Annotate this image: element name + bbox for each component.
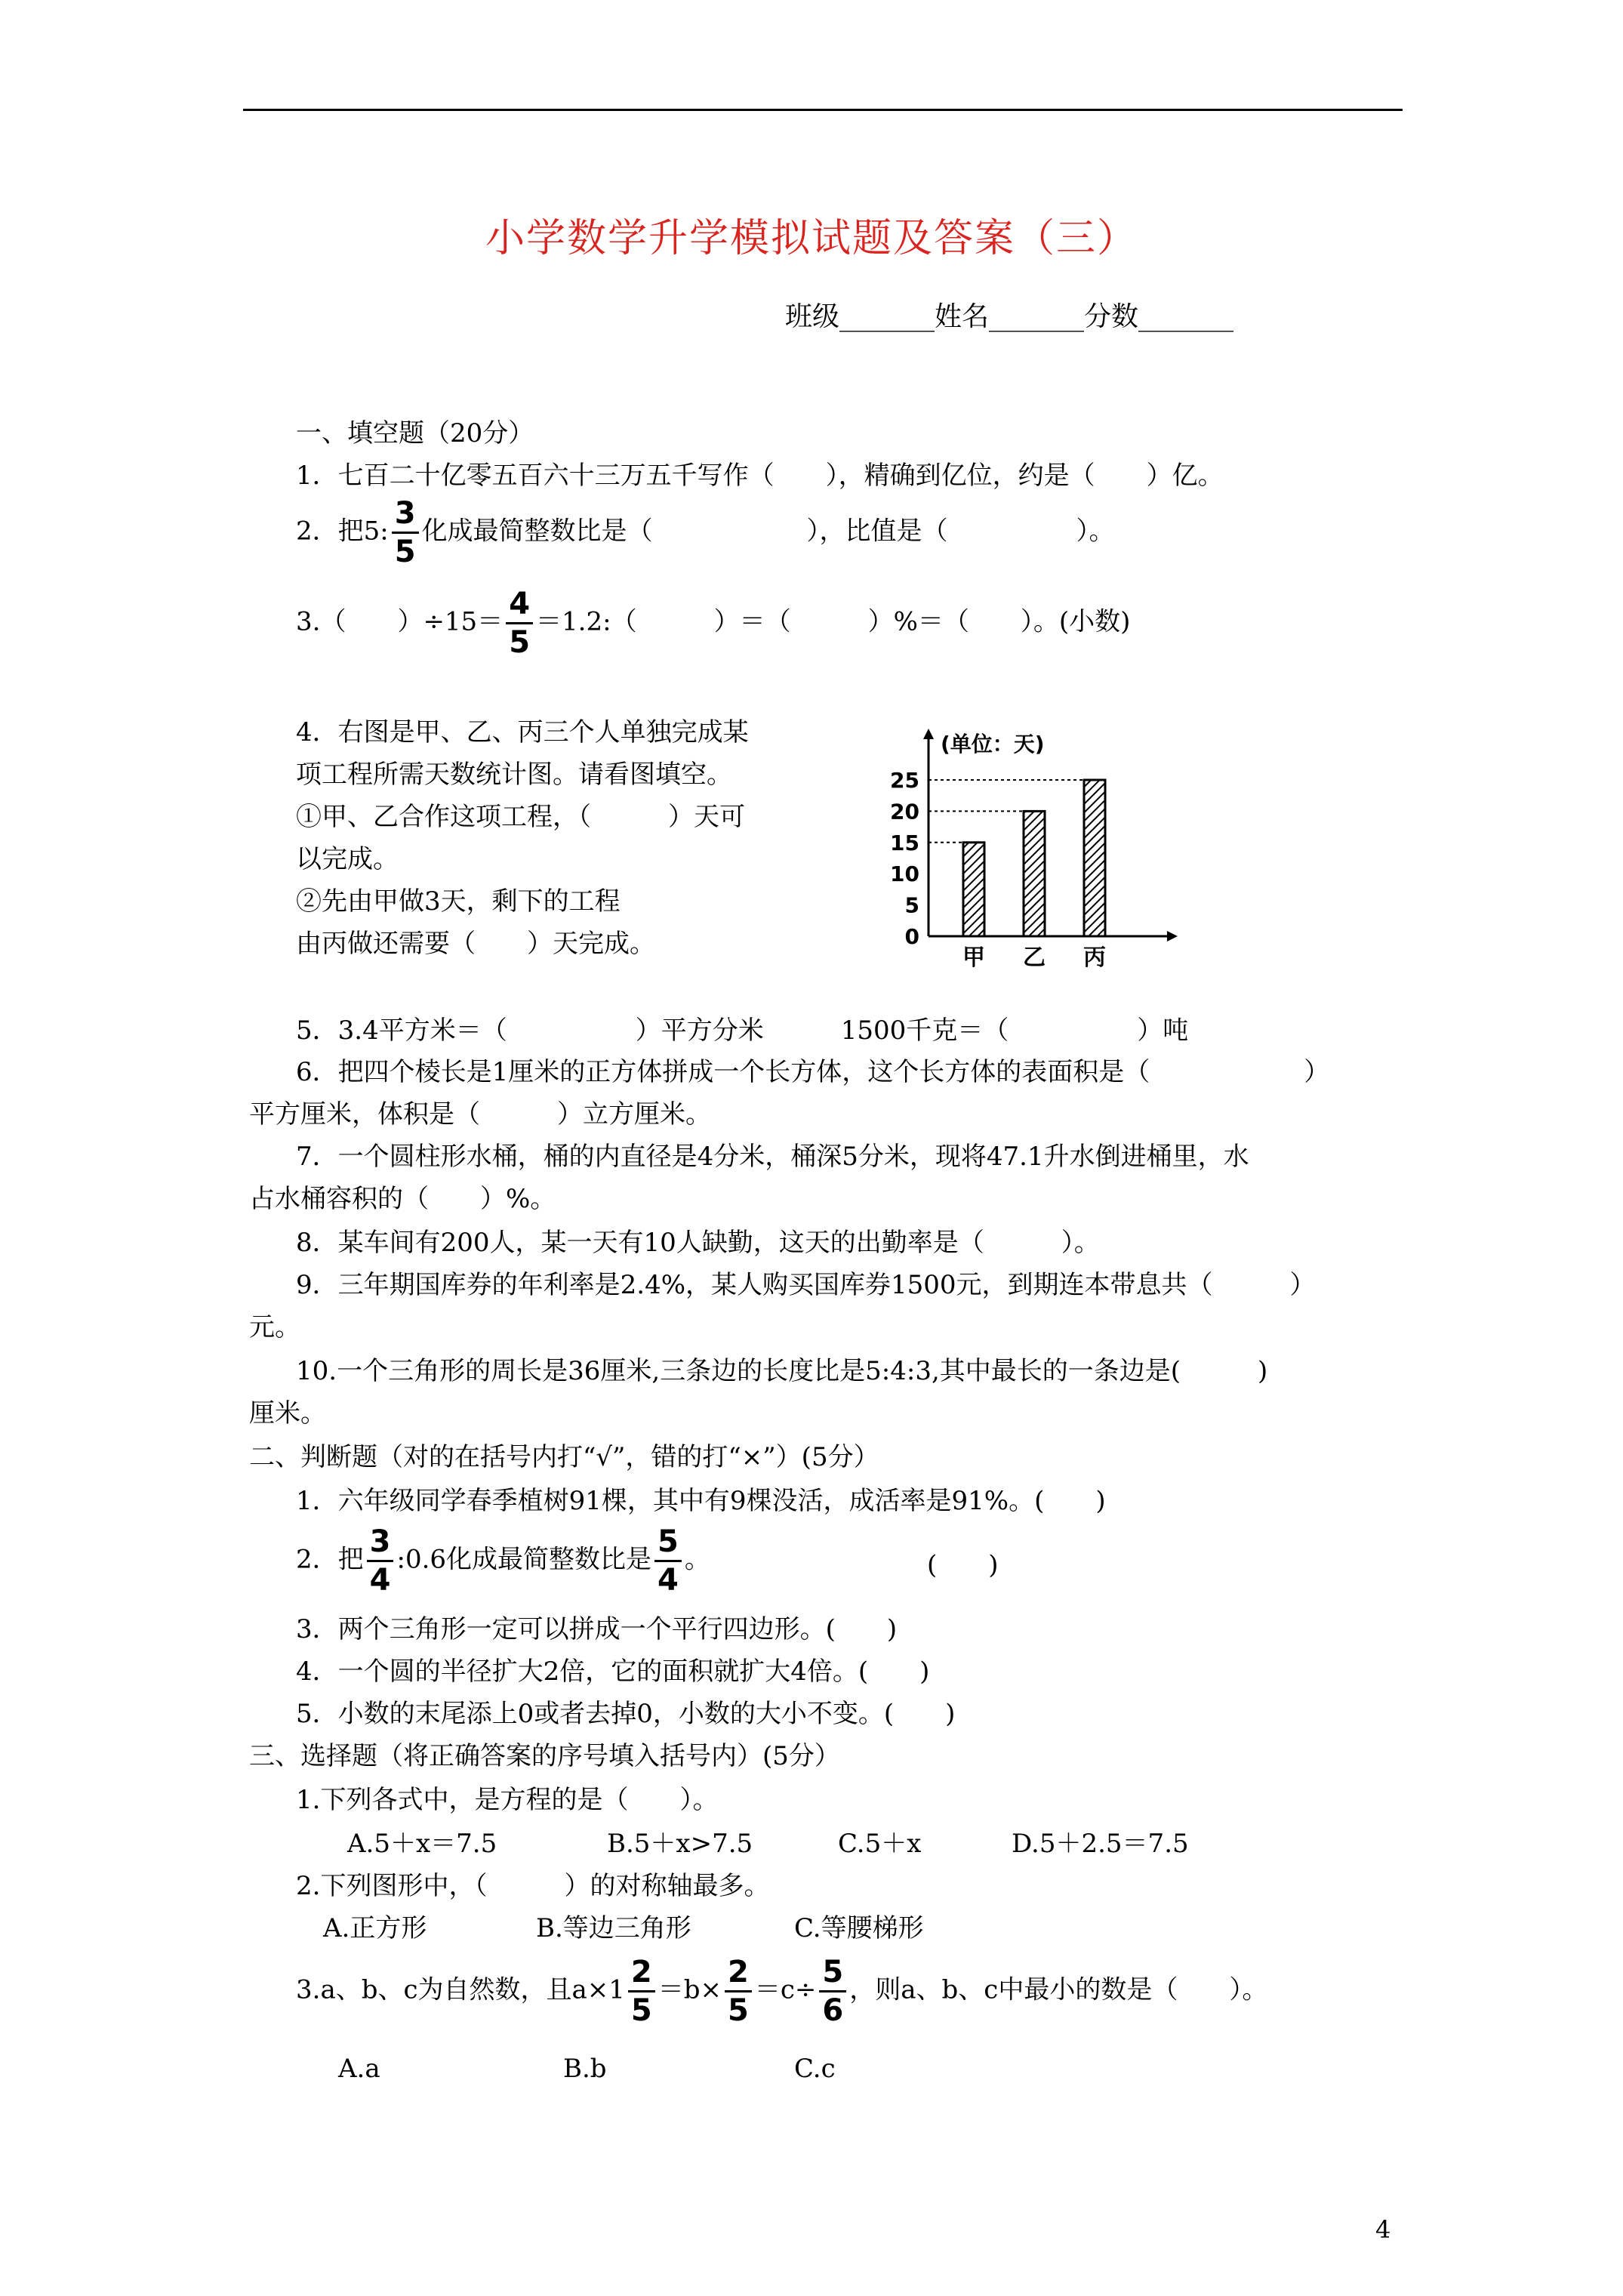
s3-q2-option-c: C.等腰梯形 bbox=[794, 1913, 924, 1943]
s1-question-6-line2: 平方厘米，体积是（ ）立方厘米。 bbox=[249, 1099, 711, 1130]
s1-question-8: 8．某车间有200人，某一天有10人缺勤，这天的出勤率是（ ）。 bbox=[296, 1228, 1100, 1258]
fraction bbox=[819, 1957, 846, 2026]
s3-question-3 bbox=[296, 1957, 1267, 2026]
s1-question-10-line1: 10.一个三角形的周长是36厘米,三条边的长度比是5:4:3,其中最长的一条边是( ) bbox=[296, 1356, 1268, 1386]
days-bar-chart bbox=[876, 721, 1193, 970]
chart-title: (单位：天) bbox=[941, 732, 1045, 757]
s1-question-7-line2: 占水桶容积的（ ）%。 bbox=[249, 1184, 556, 1214]
fraction bbox=[628, 1957, 655, 2026]
fraction bbox=[654, 1524, 682, 1598]
x-tick-label: 丙 bbox=[1083, 945, 1106, 970]
s2-question-2-bracket: ( ) bbox=[927, 1550, 999, 1580]
denominator: 4 bbox=[658, 1563, 679, 1598]
s3-q3-option-c: C.c bbox=[794, 2054, 836, 2084]
page-number: 4 bbox=[1375, 2215, 1391, 2244]
q4-line: 以完成。 bbox=[296, 844, 399, 874]
q4-line: 由丙做还需要（ ）天完成。 bbox=[296, 929, 655, 959]
s1-question-7-line1: 7．一个圆柱形水桶，桶的内直径是4分米，桶深5分米，现将47.1升水倒进桶里，水 bbox=[296, 1142, 1249, 1172]
s3-question-1: 1.下列各式中，是方程的是（ ）。 bbox=[296, 1785, 719, 1815]
s3-q1-option-b: B.5＋x>7.5 bbox=[607, 1829, 753, 1859]
s1-question-1: 1．七百二十亿零五百六十三万五千写作（ ），精确到亿位，约是（ ）亿。 bbox=[296, 461, 1224, 491]
q4-line: 4．右图是甲、乙、丙三个人单独完成某 bbox=[296, 717, 749, 747]
y-tick-label: 5 bbox=[904, 892, 919, 918]
bar-丙 bbox=[1084, 780, 1105, 936]
s2-question-5: 5．小数的末尾添上0或者去掉0，小数的大小不变。( ) bbox=[296, 1699, 956, 1729]
numerator: 2 bbox=[628, 1957, 655, 1992]
y-tick-label: 25 bbox=[890, 768, 919, 793]
q2-text-after: 。 bbox=[684, 1544, 710, 1575]
y-tick-label: 15 bbox=[890, 830, 919, 855]
q2-text-before: 2．把 bbox=[296, 1544, 364, 1575]
s1-question-9-line2: 元。 bbox=[249, 1312, 300, 1342]
y-tick-label: 10 bbox=[890, 861, 919, 887]
s2-question-4: 4．一个圆的半径扩大2倍，它的面积就扩大4倍。( ) bbox=[296, 1657, 930, 1687]
numerator: 5 bbox=[654, 1527, 682, 1562]
numerator: 3 bbox=[392, 498, 419, 534]
s1-question-3 bbox=[296, 589, 1130, 658]
x-axis-arrow bbox=[1167, 931, 1178, 942]
s3-q2-option-b: B.等边三角形 bbox=[536, 1913, 691, 1943]
s3-q1-option-a: A.5＋x＝7.5 bbox=[347, 1829, 497, 1859]
numerator: 5 bbox=[819, 1957, 846, 1992]
q3-text-mid2: ＝c÷ bbox=[754, 1974, 817, 2005]
fraction bbox=[725, 1957, 752, 2026]
q2-text-after: 化成最简整数比是（ ），比值是（ ）。 bbox=[421, 516, 1115, 547]
s3-q1-option-c: C.5＋x bbox=[838, 1829, 922, 1859]
q3-text-before: 3.（ ）÷15＝ bbox=[296, 606, 504, 637]
q2-text-middle: :0.6化成最简整数比是 bbox=[396, 1544, 652, 1575]
fraction bbox=[367, 1524, 394, 1598]
bar-乙 bbox=[1024, 811, 1045, 936]
header-rule bbox=[243, 109, 1403, 111]
section3-heading: 三、选择题（将正确答案的序号填入括号内）(5分） bbox=[249, 1741, 840, 1771]
denominator: 6 bbox=[822, 1993, 844, 2028]
s3-q1-option-d: D.5＋2.5＝7.5 bbox=[1012, 1829, 1189, 1859]
denominator: 5 bbox=[394, 535, 416, 569]
y-tick-label: 20 bbox=[890, 799, 919, 824]
bar-甲 bbox=[963, 843, 984, 936]
s1-question-6-line1: 6．把四个棱长是1厘米的正方体拼成一个长方体，这个长方体的表面积是（ ） bbox=[296, 1057, 1330, 1087]
denominator: 5 bbox=[630, 1993, 652, 2028]
denominator: 4 bbox=[369, 1563, 391, 1598]
denominator: 5 bbox=[728, 1993, 749, 2028]
y-tick-label: 0 bbox=[904, 924, 919, 949]
s3-q3-option-b: B.b bbox=[563, 2054, 607, 2084]
page-title: 小学数学升学模拟试题及答案（三） bbox=[485, 216, 1138, 261]
fraction bbox=[506, 589, 533, 658]
student-info-line: 班级_______姓名_______分数_______ bbox=[785, 301, 1234, 332]
s2-question-3: 3．两个三角形一定可以拼成一个平行四边形。( ) bbox=[296, 1614, 898, 1644]
q4-line: 项工程所需天数统计图。请看图填空。 bbox=[296, 760, 732, 790]
s1-question-10-line2: 厘米。 bbox=[249, 1398, 326, 1428]
s1-question-5: 5．3.4平方米＝（ ）平方分米 1500千克＝（ ）吨 bbox=[296, 1015, 1189, 1046]
q2-text-before: 2．把5: bbox=[296, 516, 389, 547]
y-axis-arrow bbox=[923, 729, 934, 739]
numerator: 3 bbox=[367, 1527, 394, 1562]
fraction bbox=[392, 498, 419, 567]
s1-question-2 bbox=[296, 498, 1115, 567]
q3-text-after: ＝1.2:（ ）＝（ ）%＝（ ）。(小数) bbox=[536, 606, 1131, 637]
section2-heading: 二、判断题（对的在括号内打“√”，错的打“×”）(5分） bbox=[249, 1442, 879, 1472]
s1-question-9-line1: 9．三年期国库券的年利率是2.4%，某人购买国库券1500元，到期连本带息共（ ） bbox=[296, 1270, 1316, 1300]
s2-question-1: 1．六年级同学春季植树91棵，其中有9棵没活，成活率是91%。( ) bbox=[296, 1486, 1106, 1516]
numerator: 2 bbox=[725, 1957, 752, 1992]
s3-question-2: 2.下列图形中，（ ）的对称轴最多。 bbox=[296, 1871, 770, 1901]
q4-line: ①甲、乙合作这项工程，（ ）天可 bbox=[296, 802, 745, 832]
q3-text-mid1: ＝b× bbox=[658, 1974, 722, 2005]
s3-q3-option-a: A.a bbox=[338, 2054, 380, 2084]
s3-q2-option-a: A.正方形 bbox=[323, 1913, 427, 1943]
section1-heading: 一、填空题（20分） bbox=[296, 418, 534, 448]
x-tick-label: 乙 bbox=[1023, 945, 1046, 970]
numerator: 4 bbox=[506, 589, 533, 624]
x-tick-label: 甲 bbox=[962, 945, 985, 970]
q4-line: ②先由甲做3天，剩下的工程 bbox=[296, 886, 621, 917]
s2-question-2 bbox=[296, 1524, 710, 1598]
q3-text-before: 3.a、b、c为自然数，且a×1 bbox=[296, 1974, 625, 2005]
denominator: 5 bbox=[509, 625, 531, 660]
q3-text-after: ，则a、b、c中最小的数是（ ）。 bbox=[849, 1974, 1268, 2005]
